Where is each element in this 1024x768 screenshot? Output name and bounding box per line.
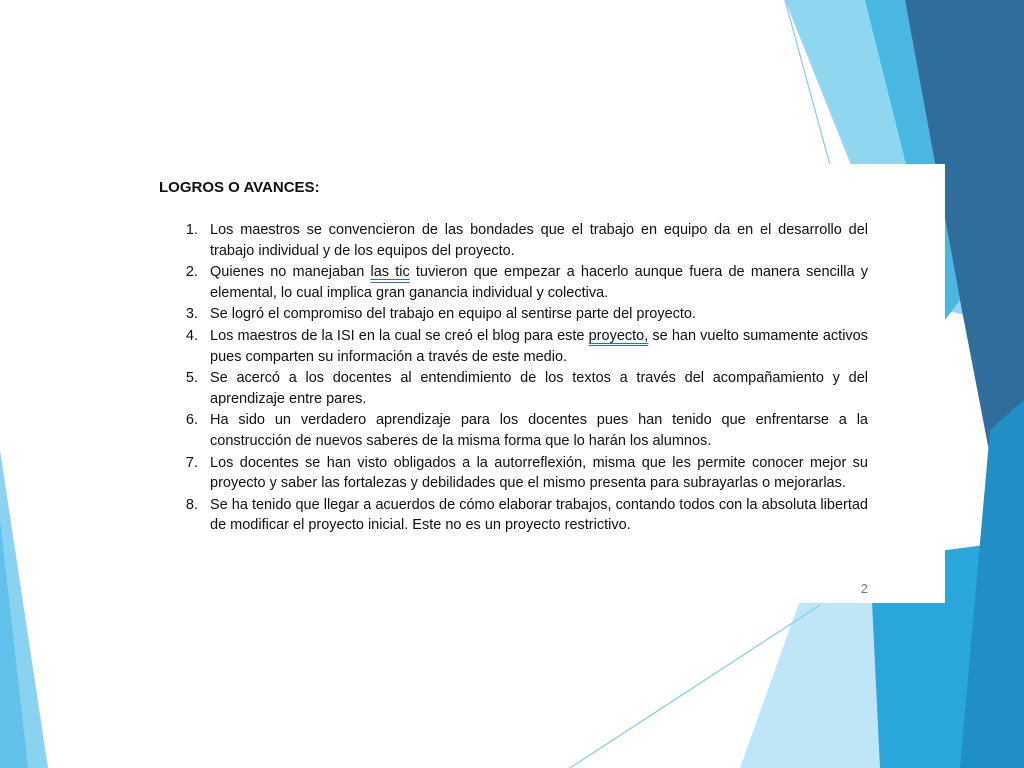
text-segment: tuvieron que empezar a hacerlo aunque fuera de manera sencilla y elemental, lo cual implica gran ganancia individual y colectiva. (210, 264, 868, 301)
spellcheck-flagged-text: las tic (370, 264, 410, 281)
list-item-number: 7. (185, 454, 198, 471)
list-item-text (210, 262, 868, 303)
list-item-text (210, 326, 868, 367)
list-item-text: Se ha tenido que llegar a acuerdos de cómo elaborar trabajos, contando todos con la absoluta libertad de modificar el proyecto inicial. Este no es un proyecto restrictivo. (210, 496, 868, 534)
list-item (180, 410, 868, 451)
text-segment: Quienes no manejaban (210, 264, 371, 281)
list-item-text: Los docentes se han visto obligados a la autorreflexión, misma que les permite conocer mejor su proyecto y saber las fortalezas y debilidades que el mismo presenta para subrayarlas o mejorarlas. (210, 454, 868, 492)
list-item (180, 368, 868, 409)
spellcheck-flagged-text: proyecto, (588, 327, 649, 344)
list-item (180, 453, 868, 494)
list-item-number: 1. (185, 222, 198, 238)
list-item-number: 8. (185, 496, 198, 513)
list-item-text: Los maestros se convencieron de las bondades que el trabajo en equipo da en el desarrollo del trabajo individual y de los equipos del proyecto. (210, 222, 868, 259)
list-item-text: Se logró el compromiso del trabajo en equipo al sentirse parte del proyecto. (210, 306, 697, 323)
document-heading: LOGROS O AVANCES: (159, 179, 320, 196)
list-item-number: 4. (185, 327, 198, 344)
list-item-number: 6. (185, 412, 198, 429)
list-item-text: Se acercó a los docentes al entendimiento de los textos a través del acompañamiento y del aprendizaje entre pares. (210, 370, 868, 407)
achievements-list (180, 220, 868, 537)
page-number: 2 (860, 581, 868, 596)
list-item (180, 262, 868, 303)
document-page-image (130, 164, 945, 603)
list-item (180, 220, 868, 261)
list-item (180, 495, 868, 536)
list-item-number: 3. (185, 306, 198, 323)
list-item (180, 326, 868, 367)
list-item (180, 304, 868, 325)
list-item-number: 2. (185, 264, 198, 281)
text-segment: se han vuelto sumamente activos pues comparten su información a través de este medio. (210, 327, 868, 365)
text-segment: Los maestros de la ISI en la cual se creó el blog para este (210, 327, 589, 344)
list-item-number: 5. (185, 370, 198, 387)
list-item-text: Ha sido un verdadero aprendizaje para los docentes pues han tenido que enfrentarse a la construcción de nuevos saberes de la misma forma que lo harán los alumnos. (210, 412, 868, 449)
